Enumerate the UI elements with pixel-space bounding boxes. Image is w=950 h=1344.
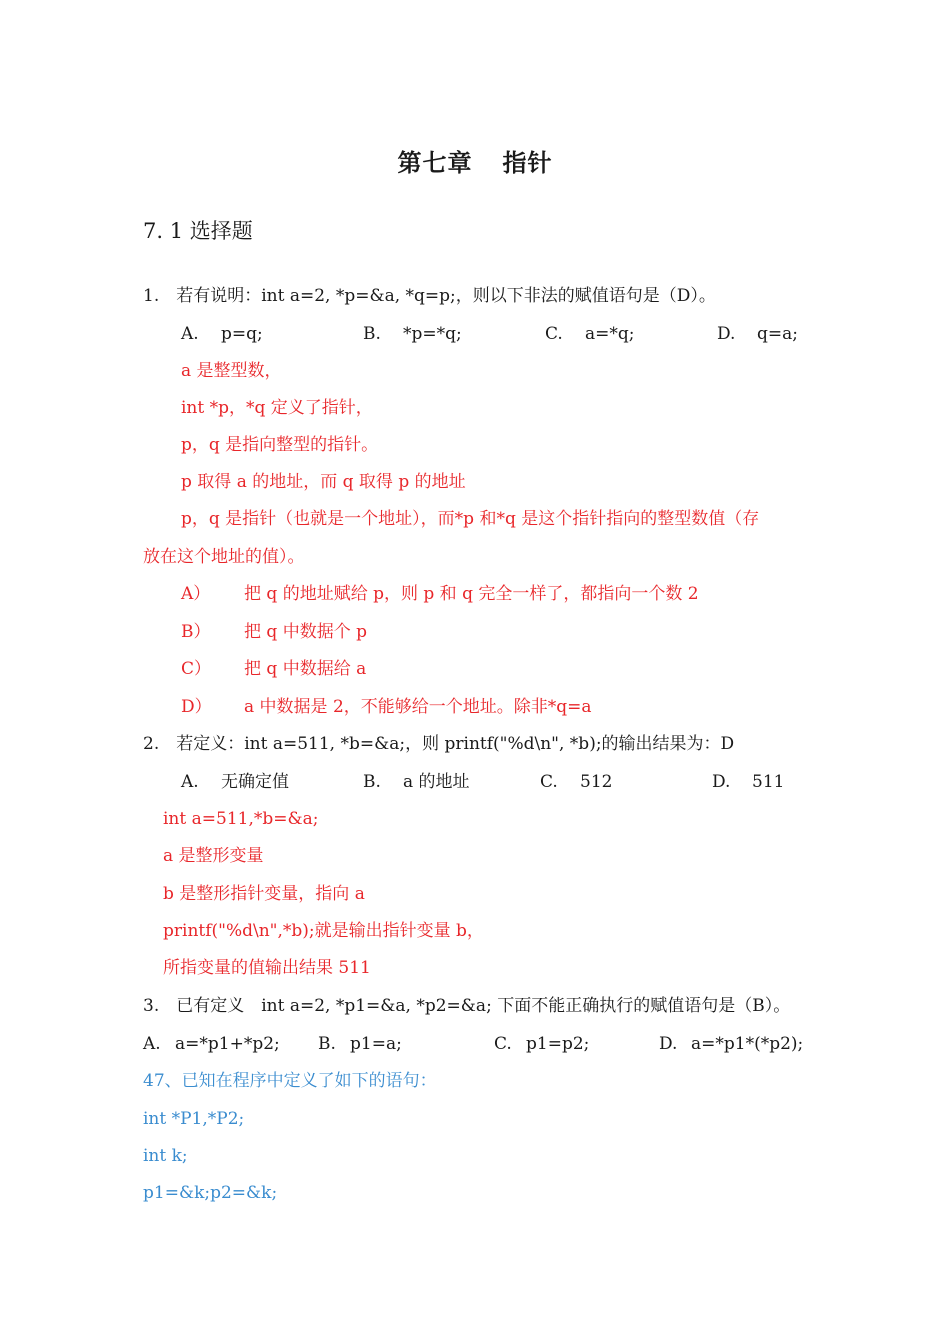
q2-option-c: C. 512 [540,772,613,792]
q2-note: printf("%d\n",*b);就是输出指针变量 b， [163,921,484,941]
q3-option-d: D. a=*p1*(*p2); [659,1034,804,1054]
q2-option-b: B. a 的地址 [363,772,470,792]
q1-option-b: B. *p=*q; [363,324,462,344]
q1-analysis-a: A） 把 q 的地址赋给 p，则 p 和 q 完全一样了，都指向一个数 2 [181,584,699,604]
q3-option-c: C. p1=p2; [494,1034,590,1054]
question-47-stem: 47、已知在程序中定义了如下的语句： [143,1071,437,1091]
chapter-topic: 指针 [502,148,553,177]
q1-analysis-c: C） 把 q 中数据给 a [181,659,367,679]
q2-option-d: D. 511 [712,772,785,792]
q47-code-line: int k; [143,1146,188,1166]
question-2-stem: 2. 若定义：int a=511, *b=&a;，则 printf("%d\n", *b);的输出结果为：D [143,734,735,754]
q3-option-a: A. a=*p1+*p2; [143,1034,280,1054]
q1-note: 放在这个地址的值）。 [143,547,305,567]
q2-option-a: A. 无确定值 [181,772,289,792]
q1-note: p，q 是指向整型的指针。 [181,435,379,455]
q2-note: 所指变量的值输出结果 511 [163,958,371,978]
q2-note: int a=511,*b=&a; [163,809,319,829]
question-3-stem: 3. 已有定义 int a=2, *p1=&a, *p2=&a; 下面不能正确执行的赋值语句是（B）。 [143,996,791,1016]
q1-note: int *p，*q 定义了指针， [181,398,373,418]
q47-code-line: p1=&k;p2=&k; [143,1183,278,1203]
q1-note: p 取得 a 的地址，而 q 取得 p 的地址 [181,472,466,492]
q1-note: p，q 是指针（也就是一个地址），而*p 和*q 是这个指针指向的整型数值（存 [181,509,760,529]
section-heading: 7. 1 选择题 [143,219,253,243]
q2-note: a 是整形变量 [163,846,264,866]
q3-option-b: B. p1=a; [318,1034,402,1054]
q1-note: a 是整型数， [181,361,282,381]
q1-analysis-d: D） a 中数据是 2，不能够给一个地址。除非*q=a [181,697,592,717]
q2-note: b 是整形指针变量，指向 a [163,884,365,904]
chapter-number: 第七章 [397,148,473,177]
q1-option-a: A. p=q; [181,324,263,344]
question-1-stem: 1. 若有说明：int a=2, *p=&a, *q=p;，则以下非法的赋值语句是（D）。 [143,286,716,306]
q1-option-c: C. a=*q; [545,324,635,344]
chapter-title [0,143,950,178]
q47-code-line: int *P1,*P2; [143,1109,245,1129]
q1-analysis-b: B） 把 q 中数据个 p [181,622,367,642]
q1-option-d: D. q=a; [717,324,798,344]
